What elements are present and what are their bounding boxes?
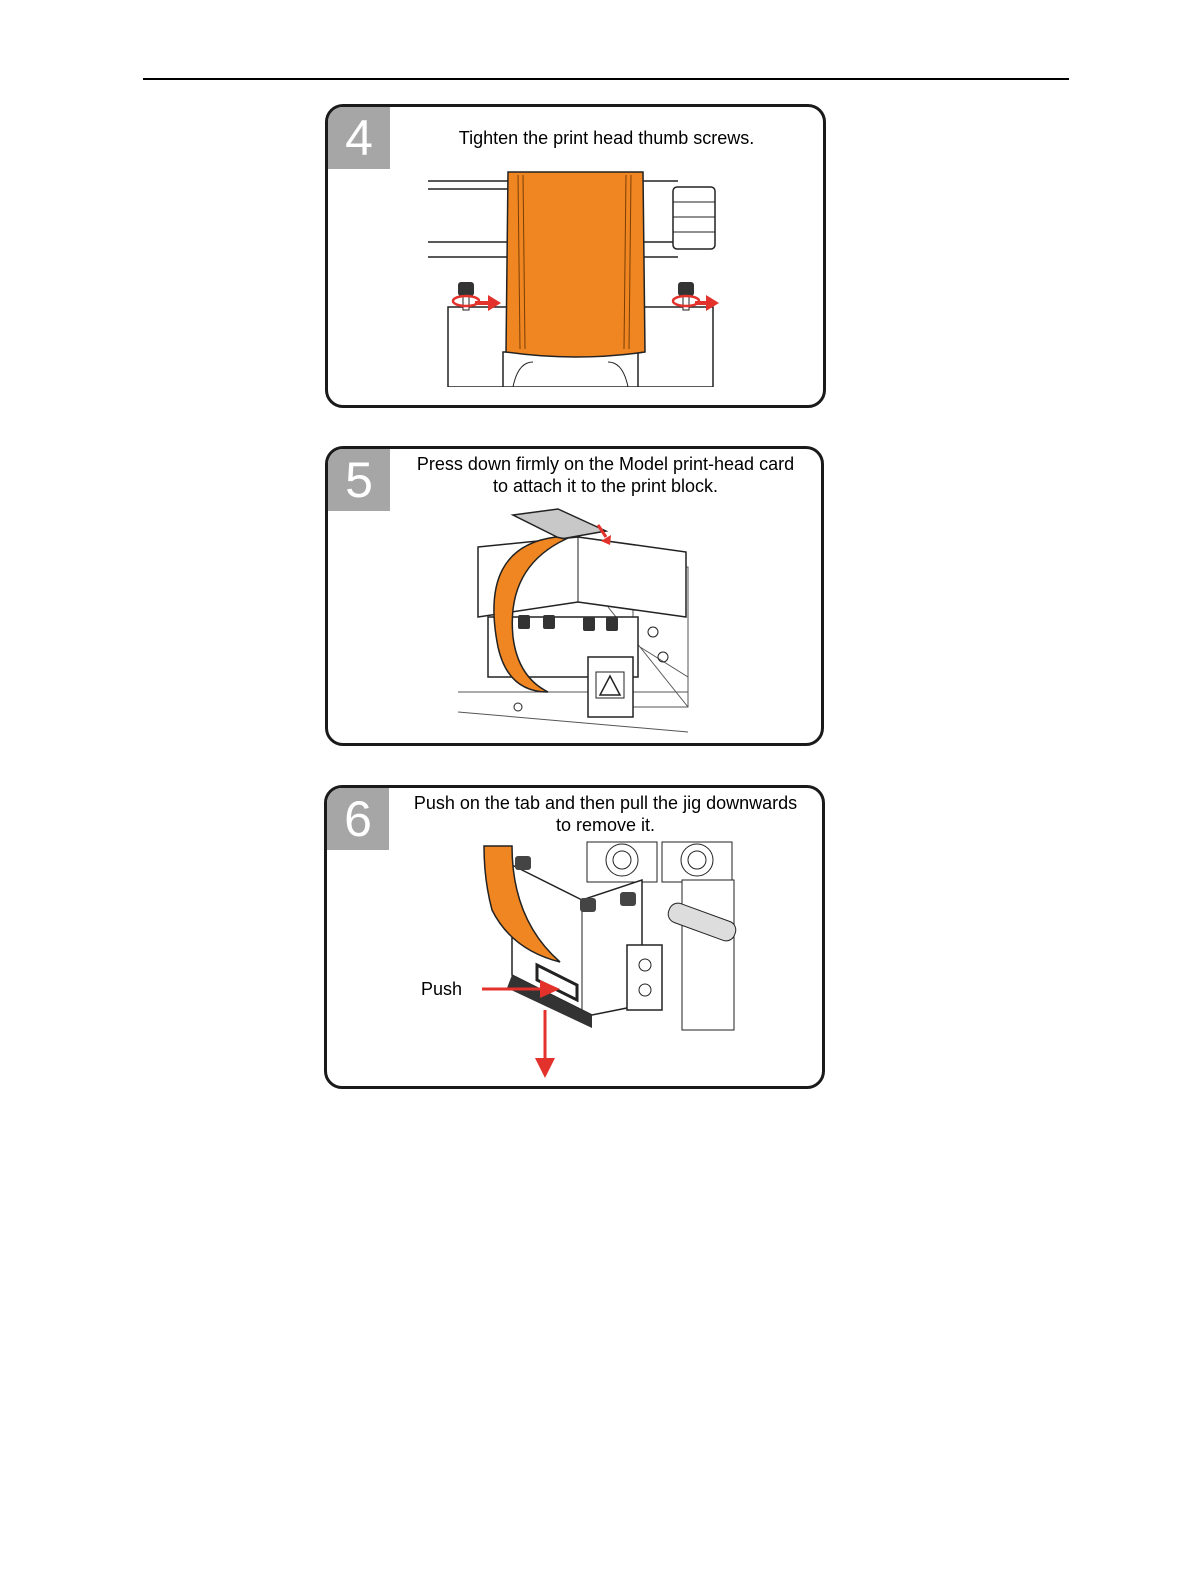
step-5-panel	[325, 446, 824, 746]
header-rule	[143, 78, 1069, 80]
jig-removal-illustration	[482, 840, 742, 1082]
step-number-badge: 4	[328, 107, 390, 169]
step-number-badge: 5	[328, 449, 390, 511]
print-head-card-illustration	[458, 507, 698, 739]
step-caption: Push on the tab and then pull the jig downwards to remove it.	[413, 793, 798, 835]
step-6-panel	[324, 785, 825, 1089]
push-label: Push	[421, 979, 463, 999]
step-caption: Tighten the print head thumb screws.	[458, 128, 755, 148]
step-number-badge: 6	[327, 788, 389, 850]
step-caption: Press down firmly on the Model print-head card to attach it to the print block.	[416, 454, 795, 496]
thumb-screw-illustration	[423, 167, 733, 387]
step-4-panel	[325, 104, 826, 408]
